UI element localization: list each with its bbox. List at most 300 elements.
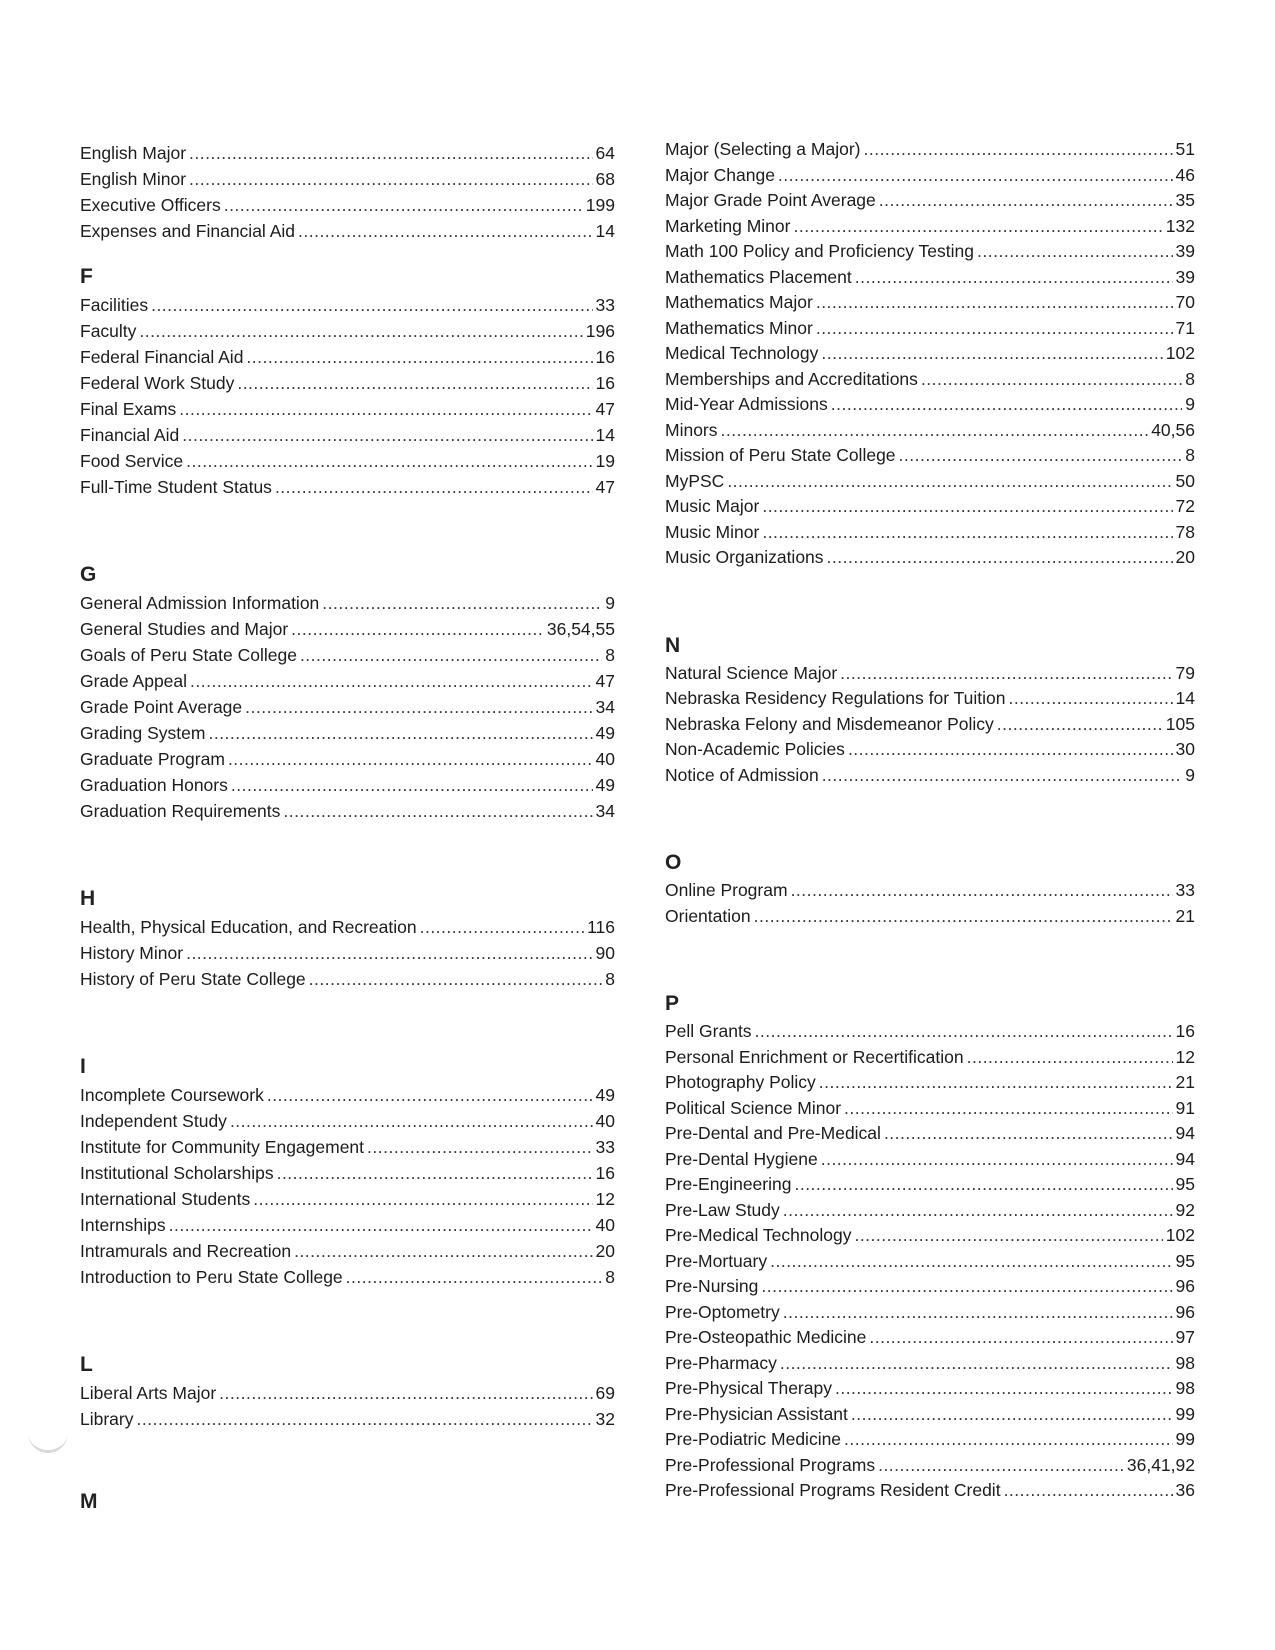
entry-page-number: 46 [1175, 164, 1195, 185]
entry-label: Incomplete Coursework [80, 1085, 264, 1105]
entry-label: Pre-Engineering [665, 1174, 792, 1194]
index-entry [80, 1160, 615, 1186]
entry-label: Pre-Optometry [665, 1301, 780, 1322]
dot-leader [182, 422, 592, 448]
entry-label: Orientation [665, 905, 751, 926]
entry-page-number: 47 [595, 671, 615, 691]
dot-leader [977, 239, 1173, 265]
dot-leader [967, 1045, 1173, 1071]
index-entry [665, 661, 1195, 687]
entry-label: Memberships and Accreditations [665, 368, 918, 389]
index-entry [665, 904, 1195, 930]
section-spacer [80, 992, 615, 1052]
entry-page-number: 196 [585, 321, 615, 341]
index-entry [665, 686, 1195, 712]
entry-label: Graduate Program [80, 749, 225, 769]
entry-page-number: 116 [587, 917, 615, 937]
dot-leader [921, 367, 1182, 393]
entry-label: Pre-Osteopathic Medicine [665, 1327, 867, 1347]
entry-page-number: 36 [1175, 1480, 1195, 1500]
index-entry [80, 1134, 615, 1160]
dot-leader [275, 474, 593, 500]
entry-label: English Major [80, 143, 187, 163]
index-entry [80, 616, 615, 642]
dot-leader [253, 1186, 592, 1212]
entry-page-number: 8 [605, 969, 615, 989]
dot-leader [831, 392, 1183, 418]
entry-label: Political Science Minor [665, 1097, 842, 1118]
entry-page-number: 32 [595, 1409, 615, 1429]
dot-leader [246, 344, 592, 370]
entry-label: Major Change [665, 164, 775, 185]
index-entry [80, 422, 615, 448]
entry-label: History Minor [80, 943, 184, 963]
entry-label: Natural Science Major [665, 662, 838, 683]
entry-page-number: 95 [1175, 1174, 1195, 1194]
entry-page-number: 102 [1165, 343, 1195, 363]
dot-leader [231, 772, 593, 798]
entry-page-number: 51 [1175, 139, 1195, 159]
section-letter-heading: P [665, 992, 680, 1015]
entry-page-number: 90 [595, 943, 615, 963]
dot-leader [346, 1264, 603, 1290]
dot-leader [189, 166, 593, 192]
entry-page-number: 40 [595, 1215, 615, 1235]
section-letter-heading: G [80, 563, 97, 586]
entry-label: History of Peru State College [80, 969, 306, 989]
dot-leader [139, 318, 582, 344]
dot-leader [237, 370, 592, 396]
dot-leader [420, 914, 585, 940]
dot-leader [298, 218, 593, 244]
entry-page-number: 69 [595, 1383, 615, 1403]
dot-leader [267, 1082, 593, 1108]
index-entry [80, 448, 615, 474]
index-entry [665, 188, 1195, 214]
entry-page-number: 14 [595, 221, 615, 241]
index-entry [80, 1108, 615, 1134]
entry-label: Personal Enrichment or Recertification [665, 1046, 964, 1067]
dot-leader [884, 1121, 1173, 1147]
dot-leader [283, 798, 592, 824]
dot-leader [794, 1172, 1172, 1198]
entry-label: Federal Financial Aid [80, 347, 244, 367]
section-letter-heading: I [80, 1055, 86, 1078]
dot-leader [778, 163, 1173, 189]
index-entry [665, 1478, 1195, 1504]
entry-label: Music Minor [665, 521, 760, 542]
entry-label: General Admission Information [80, 593, 320, 613]
entry-label: Introduction to Peru State College [80, 1267, 343, 1287]
entry-label: Music Major [665, 496, 760, 516]
entry-label: Financial Aid [80, 425, 180, 445]
entry-page-number: 78 [1175, 521, 1195, 542]
index-section [80, 262, 615, 500]
dot-leader [224, 192, 583, 218]
entry-label: Health, Physical Education, and Recreation [80, 917, 417, 937]
entry-page-number: 49 [595, 775, 615, 795]
index-entry [665, 1427, 1195, 1453]
entry-page-number: 99 [1175, 1403, 1195, 1424]
dot-leader [300, 642, 602, 668]
entry-page-number: 21 [1175, 1072, 1195, 1092]
dot-leader [851, 1402, 1173, 1428]
entry-page-number: 64 [595, 143, 615, 163]
entry-page-number: 34 [595, 697, 615, 717]
entry-page-number: 33 [595, 295, 615, 315]
entry-label: Library [80, 1409, 134, 1429]
entry-page-number: 35 [1175, 190, 1195, 210]
dot-leader [179, 396, 592, 422]
index-entry [665, 443, 1195, 469]
entry-label: Online Program [665, 880, 788, 900]
entry-page-number: 105 [1165, 713, 1195, 734]
entry-label: MyPSC [665, 470, 725, 491]
dot-leader [727, 469, 1172, 495]
index-entry [80, 1082, 615, 1108]
index-entry [665, 1402, 1195, 1428]
index-entry [665, 137, 1195, 163]
entry-page-number: 34 [595, 801, 615, 821]
entry-label: Marketing Minor [665, 215, 791, 236]
index-entry [80, 746, 615, 772]
entry-label: Pre-Podiatric Medicine [665, 1429, 842, 1449]
index-entry [665, 1300, 1195, 1326]
entry-label: Pre-Professional Programs [665, 1454, 876, 1475]
index-entry [80, 292, 615, 318]
entry-page-number: 40 [595, 1111, 615, 1131]
index-entry [665, 1070, 1195, 1096]
entry-page-number: 47 [595, 477, 615, 497]
entry-page-number: 40 [595, 749, 615, 769]
dot-leader [827, 545, 1173, 571]
index-entry [665, 712, 1195, 738]
entry-label: Pre-Medical Technology [665, 1225, 852, 1245]
index-entry [665, 1147, 1195, 1173]
section-letter-heading: N [665, 633, 681, 657]
index-entry [665, 1249, 1195, 1275]
section-spacer [80, 1290, 615, 1350]
section-spacer [665, 929, 1195, 989]
index-entry [80, 914, 615, 940]
entry-label: Institute for Community Engagement [80, 1137, 365, 1157]
entry-page-number: 49 [595, 1085, 615, 1105]
dot-leader [997, 712, 1163, 738]
entry-page-number: 79 [1175, 662, 1195, 683]
entry-page-number: 8 [1185, 445, 1195, 465]
index-left-column [80, 140, 615, 1517]
dot-leader [822, 763, 1183, 789]
entry-label: Grade Appeal [80, 671, 188, 691]
entry-label: Nebraska Residency Regulations for Tuition [665, 688, 1006, 708]
index-entry [665, 545, 1195, 571]
dot-leader [770, 1249, 1172, 1275]
dot-leader [208, 720, 592, 746]
entry-page-number: 70 [1175, 292, 1195, 312]
entry-page-number: 98 [1175, 1352, 1195, 1373]
index-entry [80, 344, 615, 370]
dot-leader [816, 316, 1173, 342]
index-section [665, 137, 1195, 571]
entry-label: Pre-Professional Programs Resident Credit [665, 1480, 1001, 1500]
section-letter-heading: F [80, 265, 93, 288]
entry-page-number: 132 [1165, 215, 1195, 236]
entry-page-number: 36,54,55 [546, 619, 615, 639]
entry-label: Final Exams [80, 399, 177, 419]
entry-label: Photography Policy [665, 1072, 816, 1092]
section-letter-heading: L [80, 1353, 93, 1376]
entry-label: Pre-Physical Therapy [665, 1378, 832, 1398]
dot-leader [854, 1223, 1162, 1249]
entry-label: Mid-Year Admissions [665, 394, 828, 414]
dot-leader [783, 1300, 1173, 1326]
index-entry [665, 1172, 1195, 1198]
dot-leader [848, 737, 1173, 763]
dot-leader [863, 137, 1172, 163]
entry-label: Major (Selecting a Major) [665, 139, 861, 159]
entry-label: Mathematics Placement [665, 266, 852, 287]
entry-label: Pre-Dental and Pre-Medical [665, 1123, 881, 1143]
index-entry [665, 1274, 1195, 1300]
section-letter-heading: O [665, 851, 682, 874]
entry-label: Food Service [80, 451, 184, 471]
dot-leader [755, 1019, 1173, 1045]
index-entry [665, 1198, 1195, 1224]
entry-label: English Minor [80, 169, 187, 189]
dot-leader [151, 292, 592, 318]
index-entry [665, 316, 1195, 342]
index-entry [80, 720, 615, 746]
entry-page-number: 92 [1175, 1199, 1195, 1220]
section-spacer [80, 824, 615, 884]
entry-page-number: 91 [1175, 1097, 1195, 1118]
index-entry [80, 694, 615, 720]
index-section [80, 560, 615, 824]
index-entry [665, 341, 1195, 367]
entry-label: Facilities [80, 295, 149, 315]
index-entry [665, 392, 1195, 418]
entry-page-number: 50 [1175, 470, 1195, 491]
entry-page-number: 49 [595, 723, 615, 743]
entry-label: Major Grade Point Average [665, 190, 876, 210]
entry-page-number: 30 [1175, 739, 1195, 759]
index-section [80, 1052, 615, 1290]
entry-page-number: 98 [1175, 1378, 1195, 1398]
dot-leader [879, 188, 1173, 214]
index-entry [665, 163, 1195, 189]
index-entry [80, 1212, 615, 1238]
entry-page-number: 94 [1175, 1148, 1195, 1169]
entry-label: Medical Technology [665, 343, 819, 363]
index-section [665, 848, 1195, 929]
entry-label: Mathematics Major [665, 292, 813, 312]
entry-label: Grade Point Average [80, 697, 243, 717]
index-entry [665, 1096, 1195, 1122]
dot-leader [844, 1427, 1172, 1453]
entry-page-number: 16 [595, 1163, 615, 1183]
entry-label: Notice of Admission [665, 764, 819, 785]
dot-leader [878, 1453, 1124, 1479]
entry-label: Nebraska Felony and Misdemeanor Policy [665, 713, 994, 734]
entry-page-number: 72 [1175, 496, 1195, 516]
entry-page-number: 16 [1175, 1021, 1195, 1041]
entry-label: Music Organizations [665, 547, 824, 567]
entry-label: Liberal Arts Major [80, 1383, 217, 1403]
index-entry [665, 1325, 1195, 1351]
entry-page-number: 96 [1175, 1276, 1195, 1296]
dot-leader [245, 694, 592, 720]
index-entry [665, 1351, 1195, 1377]
index-entry [80, 1264, 615, 1290]
index-entry [665, 1019, 1195, 1045]
entry-page-number: 20 [595, 1241, 615, 1261]
section-spacer [665, 788, 1195, 848]
entry-label: Executive Officers [80, 195, 221, 215]
entry-label: Mathematics Minor [665, 317, 813, 338]
index-entry [80, 396, 615, 422]
index-entry [80, 318, 615, 344]
dot-leader [783, 1198, 1173, 1224]
entry-page-number: 47 [595, 399, 615, 419]
dot-leader [322, 590, 602, 616]
entry-page-number: 12 [1175, 1046, 1195, 1067]
index-section [665, 631, 1195, 789]
dot-leader [219, 1380, 592, 1406]
dot-leader [761, 1274, 1172, 1300]
entry-page-number: 36,41,92 [1126, 1454, 1195, 1475]
dot-leader [277, 1160, 593, 1186]
entry-label: Expenses and Financial Aid [80, 221, 295, 241]
index-entry [665, 290, 1195, 316]
index-section [80, 140, 615, 244]
entry-page-number: 20 [1175, 547, 1195, 567]
index-right-column [665, 137, 1195, 1504]
index-entry [665, 418, 1195, 444]
index-entry [80, 192, 615, 218]
entry-label: Pre-Physician Assistant [665, 1403, 848, 1424]
entry-label: Mission of Peru State College [665, 445, 896, 465]
dot-leader [835, 1376, 1173, 1402]
index-entry [80, 218, 615, 244]
entry-page-number: 16 [595, 373, 615, 393]
entry-page-number: 14 [1175, 688, 1195, 708]
dot-leader [869, 1325, 1172, 1351]
entry-page-number: 16 [595, 347, 615, 367]
dot-leader [816, 290, 1173, 316]
entry-label: Pre-Mortuary [665, 1250, 768, 1271]
entry-label: Pre-Pharmacy [665, 1352, 777, 1373]
entry-page-number: 33 [1175, 880, 1195, 900]
entry-label: Grading System [80, 723, 206, 743]
entry-page-number: 97 [1175, 1327, 1195, 1347]
entry-page-number: 94 [1175, 1123, 1195, 1143]
dot-leader [899, 443, 1183, 469]
section-spacer [80, 244, 615, 262]
entry-label: Math 100 Policy and Proficiency Testing [665, 241, 975, 261]
dot-leader [1004, 1478, 1173, 1504]
scan-margin-mark [28, 1430, 68, 1453]
section-letter-heading: M [80, 1490, 98, 1513]
index-entry [80, 642, 615, 668]
entry-page-number: 99 [1175, 1429, 1195, 1449]
entry-label: Federal Work Study [80, 373, 235, 393]
index-entry [80, 772, 615, 798]
entry-page-number: 8 [605, 1267, 615, 1287]
entry-page-number: 9 [1185, 764, 1195, 785]
entry-page-number: 8 [605, 645, 615, 665]
dot-leader [190, 668, 593, 694]
dot-leader [821, 341, 1162, 367]
entry-label: Faculty [80, 321, 137, 341]
entry-page-number: 40,56 [1151, 419, 1195, 440]
dot-leader [189, 140, 593, 166]
entry-page-number: 68 [595, 169, 615, 189]
dot-leader [780, 1351, 1173, 1377]
dot-leader [294, 1238, 592, 1264]
entry-page-number: 96 [1175, 1301, 1195, 1322]
index-entry [665, 737, 1195, 763]
dot-leader [367, 1134, 593, 1160]
dot-leader [793, 214, 1162, 240]
entry-label: Full-Time Student Status [80, 477, 272, 497]
dot-leader [230, 1108, 593, 1134]
entry-label: Non-Academic Policies [665, 739, 845, 759]
entry-page-number: 95 [1175, 1250, 1195, 1271]
entry-label: Graduation Requirements [80, 801, 281, 821]
index-entry [665, 1121, 1195, 1147]
entry-label: Pre-Dental Hygiene [665, 1148, 818, 1169]
entry-label: Pell Grants [665, 1021, 752, 1041]
index-section [665, 989, 1195, 1504]
index-entry [80, 370, 615, 396]
dot-leader [821, 1147, 1173, 1173]
index-entry [665, 265, 1195, 291]
index-entry [80, 140, 615, 166]
dot-leader [762, 520, 1172, 546]
entry-label: Minors [665, 419, 718, 440]
entry-label: Independent Study [80, 1111, 227, 1131]
entry-page-number: 12 [595, 1189, 615, 1209]
index-entry [665, 239, 1195, 265]
index-entry [665, 214, 1195, 240]
index-entry [665, 878, 1195, 904]
index-entry [80, 1238, 615, 1264]
entry-page-number: 14 [595, 425, 615, 445]
dot-leader [186, 448, 592, 474]
index-entry [80, 1186, 615, 1212]
section-spacer [665, 571, 1195, 631]
index-entry [80, 668, 615, 694]
dot-leader [186, 940, 592, 966]
index-entry [665, 763, 1195, 789]
index-entry [665, 1223, 1195, 1249]
dot-leader [819, 1070, 1173, 1096]
dot-leader [721, 418, 1149, 444]
index-entry [665, 520, 1195, 546]
dot-leader [762, 494, 1172, 520]
entry-page-number: 8 [1185, 368, 1195, 389]
entry-page-number: 199 [585, 195, 615, 215]
index-section [80, 1487, 615, 1517]
entry-label: Intramurals and Recreation [80, 1241, 292, 1261]
entry-label: General Studies and Major [80, 619, 289, 639]
index-section [80, 884, 615, 992]
dot-leader [844, 1096, 1172, 1122]
entry-label: Graduation Honors [80, 775, 228, 795]
entry-page-number: 9 [605, 593, 615, 613]
section-spacer [80, 1432, 615, 1487]
dot-leader [169, 1212, 593, 1238]
